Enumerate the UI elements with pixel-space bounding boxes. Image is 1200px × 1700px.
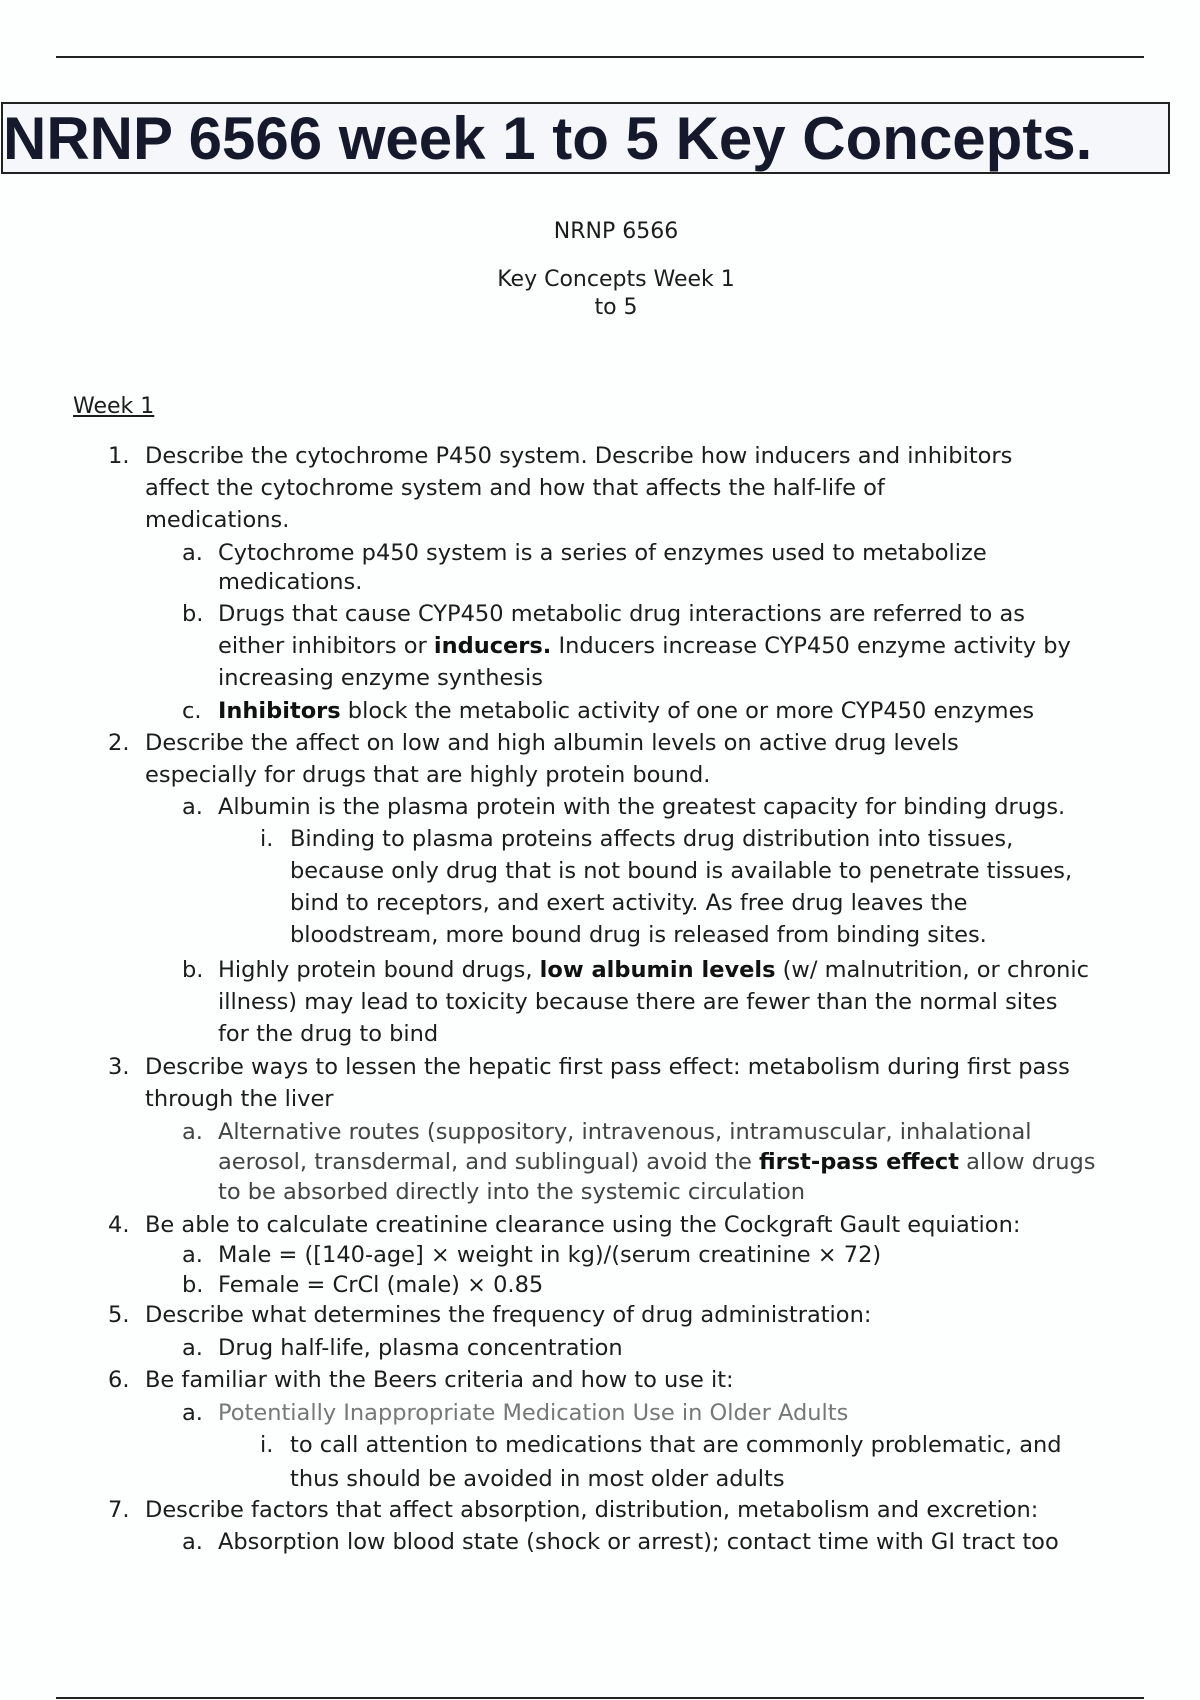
top-rule (56, 56, 1144, 58)
sub-item-text: either inhibitors or inducers. Inducers increase CYP450 enzyme activity by (218, 633, 1071, 659)
item-number: 4. (108, 1212, 130, 1238)
bold-term: Inhibitors (218, 698, 341, 724)
sub-item-text: for the drug to bind (218, 1021, 439, 1047)
sub-item-marker: a. (182, 1400, 203, 1426)
sub-item-text: aerosol, transdermal, and sublingual) avoid the first-pass effect allow drugs (218, 1149, 1096, 1175)
sub-item-text: medications. (218, 569, 363, 595)
title-box (1, 102, 1170, 174)
sub-item-marker: b. (182, 957, 204, 983)
subtitle-line-2: to 5 (594, 295, 638, 320)
item-number: 5. (108, 1302, 130, 1328)
sub-sub-item-text: thus should be avoided in most older adults (290, 1466, 785, 1492)
item-text: through the liver (145, 1086, 334, 1112)
sub-item-marker: b. (182, 1272, 204, 1298)
item-text: Describe the cytochrome P450 system. Describe how inducers and inhibitors (145, 443, 1013, 469)
week-heading: Week 1 (73, 394, 155, 419)
sub-item-marker: a. (182, 540, 203, 566)
item-number: 7. (108, 1497, 130, 1523)
sub-sub-item-marker: i. (260, 1432, 274, 1458)
sub-sub-item-text: bind to receptors, and exert activity. As free drug leaves the (290, 890, 968, 916)
bold-term: first-pass effect (758, 1149, 959, 1175)
subtitle-line-1: Key Concepts Week 1 (497, 267, 735, 292)
sub-item-text: Highly protein bound drugs, low albumin levels (w/ malnutrition, or chronic (218, 957, 1089, 983)
sub-sub-item-marker: i. (260, 826, 274, 852)
bottom-rule (56, 1697, 1144, 1699)
item-number: 3. (108, 1054, 130, 1080)
bold-term: low albumin levels (539, 957, 776, 983)
item-text: Describe ways to lessen the hepatic first pass effect: metabolism during first pass (145, 1054, 1070, 1080)
sub-item-marker: a. (182, 794, 203, 820)
formula-male: Male = ([140-age] × weight in kg)/(serum creatinine × 72) (218, 1242, 882, 1268)
sub-item-text: Alternative routes (suppository, intravenous, intramuscular, inhalational (218, 1119, 1032, 1145)
item-text: medications. (145, 507, 290, 533)
sub-item-text: Potentially Inappropriate Medication Use in Older Adults (218, 1400, 849, 1426)
sub-item-text: Cytochrome p450 system is a series of enzymes used to metabolize (218, 540, 987, 566)
sub-item-text: increasing enzyme synthesis (218, 665, 543, 691)
item-number: 1. (108, 443, 130, 469)
bold-term: inducers. (433, 633, 552, 659)
sub-item-marker: a. (182, 1242, 203, 1268)
sub-item-marker: a. (182, 1335, 203, 1361)
formula-female: Female = CrCl (male) × 0.85 (218, 1272, 544, 1298)
item-number: 6. (108, 1367, 130, 1393)
sub-item-text: Drug half-life, plasma concentration (218, 1335, 623, 1361)
sub-item-text: illness) may lead to toxicity because there are fewer than the normal sites (218, 989, 1058, 1015)
item-text: Describe what determines the frequency of drug administration: (145, 1302, 872, 1328)
sub-sub-item-text: to call attention to medications that are commonly problematic, and (290, 1432, 1062, 1458)
sub-item-text: Drugs that cause CYP450 metabolic drug interactions are referred to as (218, 601, 1025, 627)
sub-item-text: Inhibitors block the metabolic activity of one or more CYP450 enzymes (218, 698, 1035, 724)
item-text: especially for drugs that are highly protein bound. (145, 762, 711, 788)
sub-item-text: Albumin is the plasma protein with the greatest capacity for binding drugs. (218, 794, 1066, 820)
sub-item-marker: b. (182, 601, 204, 627)
sub-item-text: Absorption low blood state (shock or arrest); contact time with GI tract too (218, 1529, 1059, 1555)
item-text: Be familiar with the Beers criteria and how to use it: (145, 1367, 734, 1393)
item-number: 2. (108, 730, 130, 756)
sub-item-marker: a. (182, 1119, 203, 1145)
item-text: Describe factors that affect absorption, distribution, metabolism and excretion: (145, 1497, 1039, 1523)
item-text: Describe the affect on low and high albumin levels on active drug levels (145, 730, 959, 756)
sub-item-text: to be absorbed directly into the systemic circulation (218, 1179, 806, 1205)
document-title: NRNP 6566 week 1 to 5 Key Concepts. (3, 105, 1093, 172)
sub-sub-item-text: because only drug that is not bound is available to penetrate tissues, (290, 858, 1073, 884)
course-code: NRNP 6566 (553, 219, 679, 244)
sub-sub-item-text: Binding to plasma proteins affects drug distribution into tissues, (290, 826, 1014, 852)
item-text: affect the cytochrome system and how that affects the half-life of (145, 475, 885, 501)
sub-sub-item-text: bloodstream, more bound drug is released from binding sites. (290, 922, 987, 948)
sub-item-marker: a. (182, 1529, 203, 1555)
item-text: Be able to calculate creatinine clearance using the Cockgraft Gault equiation: (145, 1212, 1021, 1238)
sub-item-marker: c. (182, 698, 202, 724)
